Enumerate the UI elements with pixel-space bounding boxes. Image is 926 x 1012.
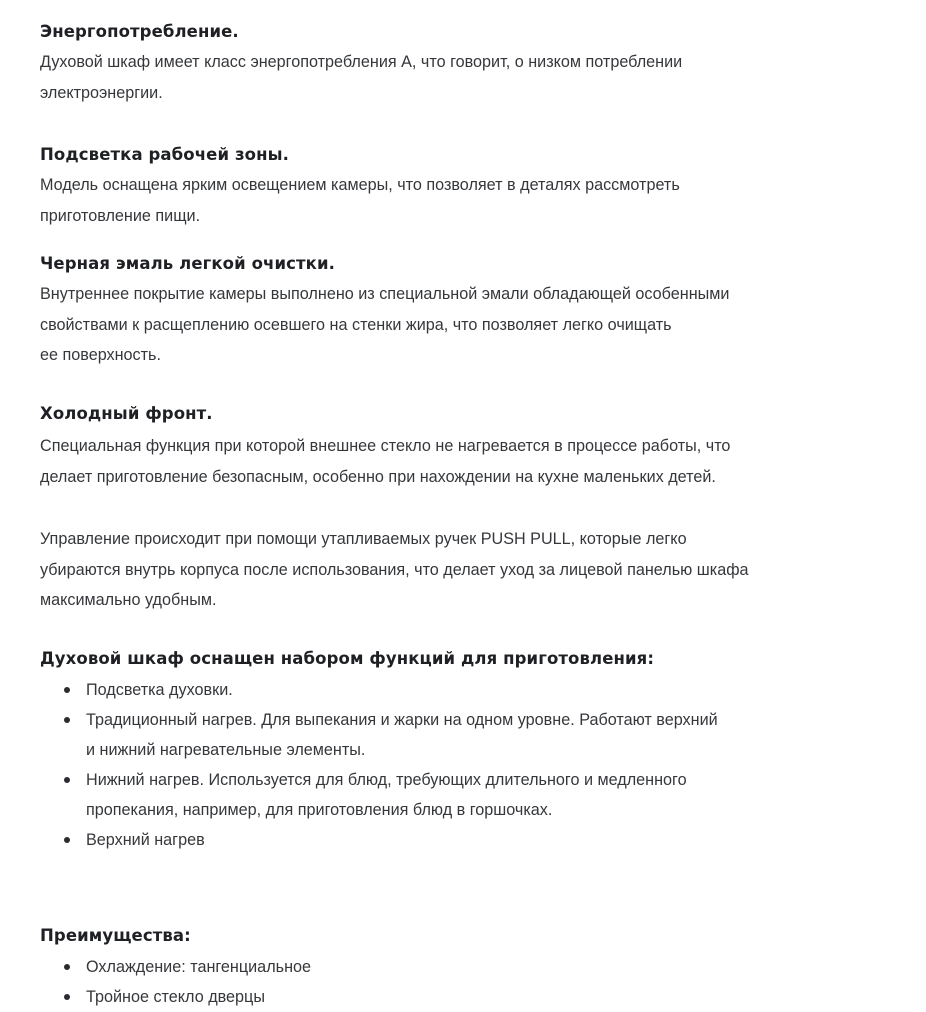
text-line: свойствами к расщеплению осевшего на стенки жира, что позволяет легко очищать (40, 315, 672, 334)
list-item (40, 825, 718, 855)
section-heading-lighting: Подсветка рабочей зоны. (40, 145, 289, 164)
list-item (40, 675, 718, 705)
text-line: Верхний нагрев (86, 831, 205, 849)
control-paragraph (40, 524, 749, 616)
bullet-icon (64, 777, 70, 783)
text-line: Охлаждение: тангенциальное (86, 958, 312, 976)
text-line: приготовление пищи. (40, 206, 201, 225)
text-line: Специальная функция при которой внешнее стекло не нагревается в процессе работы, что (40, 437, 731, 455)
text-line: электроэнергии. (40, 83, 163, 102)
text-line: Традиционный нагрев. Для выпекания и жарки на одном уровне. Работают верхний (86, 711, 718, 729)
bullet-icon (64, 964, 70, 970)
text-line: пропекания, например, для приготовления блюд в горшочках. (86, 801, 553, 819)
bullet-icon (64, 837, 70, 843)
advantages-heading: Преимущества: (40, 926, 191, 945)
section-body-cold-front (40, 431, 730, 492)
text-line: и нижний нагревательные элементы. (86, 741, 366, 759)
text-line: Внутреннее покрытие камеры выполнено из специальной эмали обладающей особенными (40, 285, 730, 303)
bullet-icon (64, 994, 70, 1000)
list-item (40, 952, 311, 982)
text-line: максимально удобным. (40, 591, 217, 609)
bullet-icon (64, 717, 70, 723)
functions-heading: Духовой шкаф оснащен набором функций для приготовления: (40, 649, 655, 668)
text-line: убираются внутрь корпуса после использования, что делает уход за лицевой панелью шкафа (40, 560, 749, 579)
section-body-energy (40, 47, 682, 108)
section-body-lighting (40, 170, 680, 231)
text-line: Модель оснащена ярким освещением камеры, что позволяет в деталях рассмотреть (40, 176, 680, 194)
advantages-list (40, 952, 311, 1012)
text-line: Управление происходит при помощи утапливаемых ручек PUSH PULL, которые легко (40, 530, 687, 548)
section-heading-cold-front: Холодный фронт. (40, 404, 213, 423)
list-item (40, 982, 311, 1012)
section-body-enamel (40, 279, 729, 371)
text-line: Подсветка духовки. (86, 681, 233, 699)
section-heading-enamel: Черная эмаль легкой очистки. (40, 254, 336, 273)
functions-list (40, 675, 718, 855)
text-line: делает приготовление безопасным, особенно при нахождении на кухне маленьких детей. (40, 467, 716, 486)
bullet-icon (64, 687, 70, 693)
list-item (40, 705, 718, 765)
list-item (40, 765, 718, 825)
text-line: Тройное стекло дверцы (86, 988, 265, 1006)
text-line: Нижний нагрев. Используется для блюд, требующих длительного и медленного (86, 771, 687, 789)
text-line: Духовой шкаф имеет класс энергопотребления А, что говорит, о низком потреблении (40, 53, 683, 71)
section-heading-energy: Энергопотребление. (40, 22, 239, 41)
text-line: ее поверхность. (40, 346, 161, 364)
